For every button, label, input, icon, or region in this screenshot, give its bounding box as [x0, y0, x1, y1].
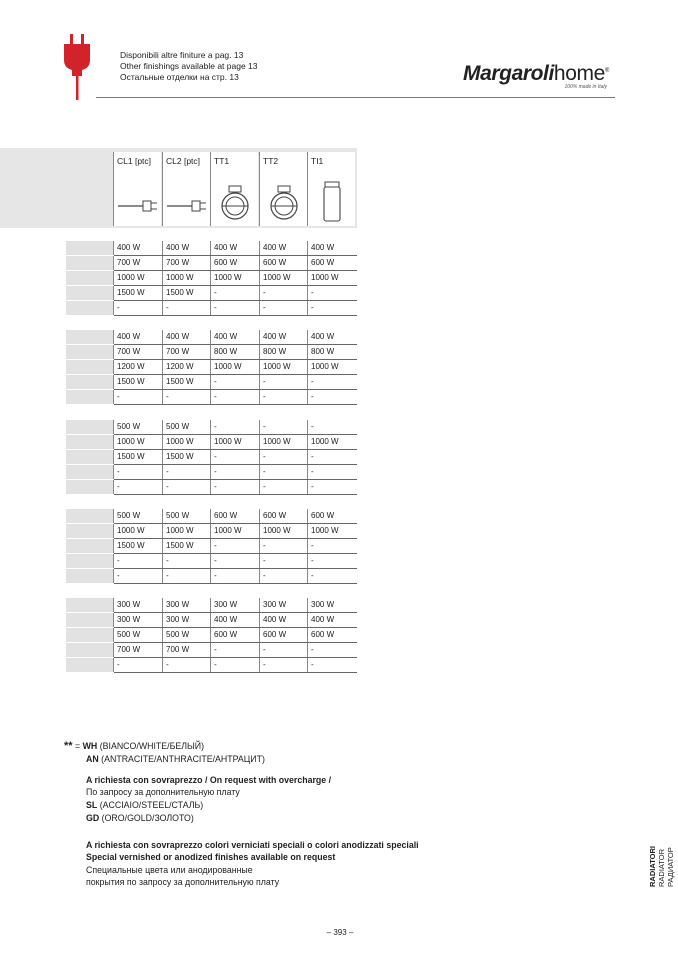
- special-line-2: [86, 851, 335, 864]
- table-cell: 1000 W: [307, 435, 354, 449]
- table-cell: 1000 W: [210, 271, 257, 285]
- plug-cable-icon: [117, 180, 159, 224]
- row-label-band: [66, 330, 114, 344]
- special-line-3: Специальные цвета или анодированные: [86, 865, 253, 875]
- table-cell: -: [210, 569, 257, 583]
- brand-tagline: 100% made in Italy: [564, 84, 607, 90]
- table-cell: -: [307, 420, 354, 434]
- row-label-band: [66, 256, 114, 270]
- table-cell: 800 W: [210, 345, 257, 359]
- table-cell: 400 W: [259, 330, 306, 344]
- special-line-1: [86, 839, 419, 852]
- brand-name-bold: Margaroli: [463, 62, 554, 85]
- table-cell: -: [162, 480, 209, 494]
- gd-text: (ORO/GOLD/ЗОЛОТО): [101, 813, 194, 823]
- table-row: [0, 509, 357, 524]
- row-divider: [114, 672, 357, 673]
- table-cell: 1000 W: [162, 271, 209, 285]
- column-header: [259, 152, 307, 226]
- table-cell: 1000 W: [113, 524, 160, 538]
- table-row: [0, 598, 357, 613]
- legend-gd: [86, 812, 194, 825]
- table-cell: 400 W: [307, 613, 354, 627]
- table-cell: 1500 W: [113, 375, 160, 389]
- legend-stars: **: [64, 740, 73, 752]
- column-label: TT1: [214, 156, 230, 166]
- row-label-band: [66, 435, 114, 449]
- thermostat-ring-icon: [263, 180, 305, 224]
- table-cell: 1000 W: [113, 435, 160, 449]
- plug-cable-icon: [166, 180, 208, 224]
- thermostat-ring-icon: [214, 180, 256, 224]
- row-label-band: [66, 390, 114, 404]
- gd-code: GD: [86, 813, 100, 823]
- table-cell: 1200 W: [162, 360, 209, 374]
- table-cell: 1000 W: [113, 271, 160, 285]
- row-label-band: [66, 450, 114, 464]
- row-label-band: [66, 286, 114, 300]
- table-row: [0, 420, 357, 435]
- table-row: [0, 554, 357, 569]
- table-cell: -: [307, 539, 354, 553]
- table-cell: 400 W: [307, 241, 354, 255]
- table-cell: -: [307, 465, 354, 479]
- table-cell: -: [162, 390, 209, 404]
- table-cell: -: [259, 480, 306, 494]
- table-cell: 700 W: [113, 256, 160, 270]
- brand-logo: [463, 62, 621, 92]
- table-cell: -: [162, 658, 209, 672]
- row-label-band: [66, 360, 114, 374]
- table-cell: -: [210, 480, 257, 494]
- table-cell: 300 W: [307, 598, 354, 612]
- table-cell: 600 W: [210, 509, 257, 523]
- table-cell: -: [210, 301, 257, 315]
- note-it: Disponibili altre finiture a pag. 13: [120, 50, 244, 60]
- table-cell: 700 W: [162, 256, 209, 270]
- table-cell: -: [259, 390, 306, 404]
- table-cell: 800 W: [307, 345, 354, 359]
- plug-icon: [62, 34, 92, 100]
- table-cell: 600 W: [307, 509, 354, 523]
- column-header: [162, 152, 210, 226]
- brand-name-light: home: [553, 62, 605, 85]
- table-cell: 700 W: [162, 643, 209, 657]
- table-cell: 500 W: [113, 509, 160, 523]
- table-cell: -: [210, 450, 257, 464]
- table-cell: 600 W: [210, 628, 257, 642]
- table-cell: -: [162, 301, 209, 315]
- table-row: [0, 643, 357, 658]
- table-row: [0, 435, 357, 450]
- table-cell: 400 W: [210, 241, 257, 255]
- special-line-2-text: Special vernished or anodized finishes available on request: [86, 852, 336, 862]
- row-divider: [114, 583, 357, 584]
- special-line-1-text: A richiesta con sovraprezzo colori verniciati speciali o colori anodizzati speciali: [86, 840, 419, 850]
- table-cell: -: [210, 643, 257, 657]
- table-row: [0, 345, 357, 360]
- table-cell: -: [307, 390, 354, 404]
- table-cell: 1200 W: [113, 360, 160, 374]
- table-cell: -: [259, 554, 306, 568]
- side-label-en: RADIATOR: [657, 848, 666, 887]
- table-row: [0, 301, 357, 316]
- table-cell: 1000 W: [210, 524, 257, 538]
- table-cell: -: [210, 539, 257, 553]
- table-cell: 300 W: [113, 598, 160, 612]
- table-cell: 500 W: [162, 420, 209, 434]
- row-label-band: [66, 524, 114, 538]
- table-cell: 1000 W: [259, 360, 306, 374]
- special-line-4: покрытия по запросу за дополнительную плату: [86, 877, 280, 887]
- table-cell: 1500 W: [113, 539, 160, 553]
- row-label-band: [66, 241, 114, 255]
- header-notes: [120, 50, 258, 83]
- table-cell: 1500 W: [113, 450, 160, 464]
- table-row: [0, 569, 357, 584]
- table-cell: 600 W: [307, 256, 354, 270]
- table-row: [0, 271, 357, 286]
- table-cell: 1500 W: [162, 286, 209, 300]
- row-label-band: [66, 271, 114, 285]
- request-line-2: По запросу за дополнительную плату: [86, 787, 240, 797]
- table-cell: 600 W: [259, 256, 306, 270]
- table-cell: 1000 W: [210, 435, 257, 449]
- table-cell: 800 W: [259, 345, 306, 359]
- table-cell: 1000 W: [307, 524, 354, 538]
- table-row: [0, 524, 357, 539]
- row-label-band: [66, 569, 114, 583]
- legend-wh: [64, 740, 204, 753]
- page-number: – 393 –: [326, 928, 354, 937]
- row-label-band: [66, 375, 114, 389]
- table-cell: 500 W: [113, 628, 160, 642]
- table-cell: -: [259, 420, 306, 434]
- row-label-band: [66, 554, 114, 568]
- table-cell: 300 W: [162, 598, 209, 612]
- table-cell: -: [307, 554, 354, 568]
- row-divider: [114, 404, 357, 405]
- table-cell: -: [259, 569, 306, 583]
- table-row: [0, 286, 357, 301]
- table-cell: 1000 W: [307, 271, 354, 285]
- table-cell: -: [307, 569, 354, 583]
- table-cell: 500 W: [162, 509, 209, 523]
- table-cell: -: [162, 569, 209, 583]
- table-row: [0, 480, 357, 495]
- table-cell: 400 W: [259, 613, 306, 627]
- table-row: [0, 330, 357, 345]
- row-label-band: [66, 480, 114, 494]
- table-cell: -: [113, 554, 160, 568]
- an-text: (ANTRACITE/ANTHRACITE/АНТРАЦИТ): [101, 754, 265, 764]
- table-cell: -: [259, 286, 306, 300]
- table-cell: 1000 W: [162, 524, 209, 538]
- table-cell: -: [162, 554, 209, 568]
- side-label-it: RADIATORI: [648, 846, 657, 887]
- table-cell: -: [113, 465, 160, 479]
- table-cell: 400 W: [162, 241, 209, 255]
- table-cell: 600 W: [259, 628, 306, 642]
- row-label-band: [66, 301, 114, 315]
- table-cell: 1000 W: [259, 435, 306, 449]
- table-cell: -: [307, 301, 354, 315]
- table-cell: -: [113, 569, 160, 583]
- table-row: [0, 360, 357, 375]
- table-cell: -: [210, 465, 257, 479]
- column-label: CL1 [ptc]: [117, 156, 152, 166]
- table-cell: -: [113, 658, 160, 672]
- table-cell: -: [259, 658, 306, 672]
- table-cell: -: [210, 375, 257, 389]
- table-cell: 500 W: [162, 628, 209, 642]
- table-cell: 1000 W: [259, 271, 306, 285]
- legend-eq: =: [75, 741, 81, 751]
- table-cell: -: [210, 554, 257, 568]
- table-cell: 500 W: [113, 420, 160, 434]
- table-cell: -: [113, 480, 160, 494]
- table-cell: -: [210, 658, 257, 672]
- table-cell: 1000 W: [307, 360, 354, 374]
- row-label-band: [66, 658, 114, 672]
- table-cell: 300 W: [259, 598, 306, 612]
- table-cell: -: [210, 286, 257, 300]
- table-cell: 400 W: [259, 241, 306, 255]
- table-cell: 600 W: [307, 628, 354, 642]
- table-cell: 300 W: [162, 613, 209, 627]
- row-divider: [114, 315, 357, 316]
- legend-an: [86, 753, 265, 766]
- column-header: [210, 152, 258, 226]
- table-row: [0, 241, 357, 256]
- table-cell: -: [259, 301, 306, 315]
- row-label-band: [66, 613, 114, 627]
- column-label: TT2: [263, 156, 279, 166]
- table-cell: 400 W: [307, 330, 354, 344]
- table-row: [0, 450, 357, 465]
- table-row: [0, 658, 357, 673]
- table-cell: 1000 W: [259, 524, 306, 538]
- row-label-band: [66, 345, 114, 359]
- table-row: [0, 256, 357, 271]
- table-cell: -: [307, 375, 354, 389]
- row-label-band: [66, 643, 114, 657]
- table-row: [0, 628, 357, 643]
- side-section-label: [638, 845, 678, 890]
- row-label-band: [66, 539, 114, 553]
- column-label: CL2 [ptc]: [166, 156, 201, 166]
- table-cell: 1500 W: [162, 375, 209, 389]
- note-en: Other finishings available at page 13: [120, 61, 258, 71]
- legend-sl: [86, 799, 203, 812]
- table-cell: 400 W: [162, 330, 209, 344]
- table-cell: 400 W: [210, 330, 257, 344]
- table-cell: 700 W: [113, 345, 160, 359]
- table-cell: 700 W: [162, 345, 209, 359]
- column-label: TI1: [311, 156, 324, 166]
- table-cell: 1500 W: [162, 539, 209, 553]
- table-cell: -: [210, 390, 257, 404]
- table-cell: -: [210, 420, 257, 434]
- request-line-1: A richiesta con sovraprezzo / On request with overcharge /: [86, 775, 332, 785]
- table-cell: 1500 W: [162, 450, 209, 464]
- table-cell: -: [259, 375, 306, 389]
- sl-text: (ACCIAIO/STEEL/СТАЛЬ): [99, 800, 204, 810]
- column-header: [113, 152, 161, 226]
- an-code: AN: [86, 754, 99, 764]
- table-cell: -: [307, 286, 354, 300]
- table-row: [0, 613, 357, 628]
- table-row: [0, 539, 357, 554]
- table-cell: -: [307, 450, 354, 464]
- side-label-ru: РАДИАТОР: [666, 847, 675, 887]
- table-cell: 600 W: [259, 509, 306, 523]
- row-label-band: [66, 465, 114, 479]
- column-header: [307, 152, 355, 226]
- note-ru: Остальные отделки на стр. 13: [120, 72, 239, 82]
- table-cell: 700 W: [113, 643, 160, 657]
- table-cell: 400 W: [210, 613, 257, 627]
- table-cell: -: [162, 465, 209, 479]
- row-label-band: [66, 598, 114, 612]
- table-cell: -: [113, 390, 160, 404]
- wh-code: WH: [82, 741, 98, 751]
- table-cell: -: [113, 301, 160, 315]
- row-divider: [114, 494, 357, 495]
- table-cell: 1000 W: [210, 360, 257, 374]
- table-cell: -: [259, 450, 306, 464]
- table-row: [0, 390, 357, 405]
- row-label-band: [66, 509, 114, 523]
- table-cell: 400 W: [113, 330, 160, 344]
- table-row: [0, 375, 357, 390]
- table-cell: -: [307, 480, 354, 494]
- wh-text: (BIANCO/WHITE/БЕЛЫЙ): [99, 741, 205, 751]
- row-label-band: [66, 628, 114, 642]
- table-cell: -: [307, 658, 354, 672]
- table-cell: 300 W: [210, 598, 257, 612]
- header-divider: [96, 97, 615, 98]
- legend-request-1: [86, 774, 331, 787]
- table-cell: -: [307, 643, 354, 657]
- table-cell: -: [259, 465, 306, 479]
- table-row: [0, 465, 357, 480]
- cylinder-heater-icon: [311, 180, 353, 224]
- table-cell: 400 W: [113, 241, 160, 255]
- table-cell: 1500 W: [113, 286, 160, 300]
- sl-code: SL: [86, 800, 98, 810]
- table-cell: 300 W: [113, 613, 160, 627]
- table-cell: -: [259, 643, 306, 657]
- brand-mark: ®: [604, 68, 609, 74]
- table-cell: 600 W: [210, 256, 257, 270]
- row-label-band: [66, 420, 114, 434]
- table-cell: 1000 W: [162, 435, 209, 449]
- table-cell: -: [259, 539, 306, 553]
